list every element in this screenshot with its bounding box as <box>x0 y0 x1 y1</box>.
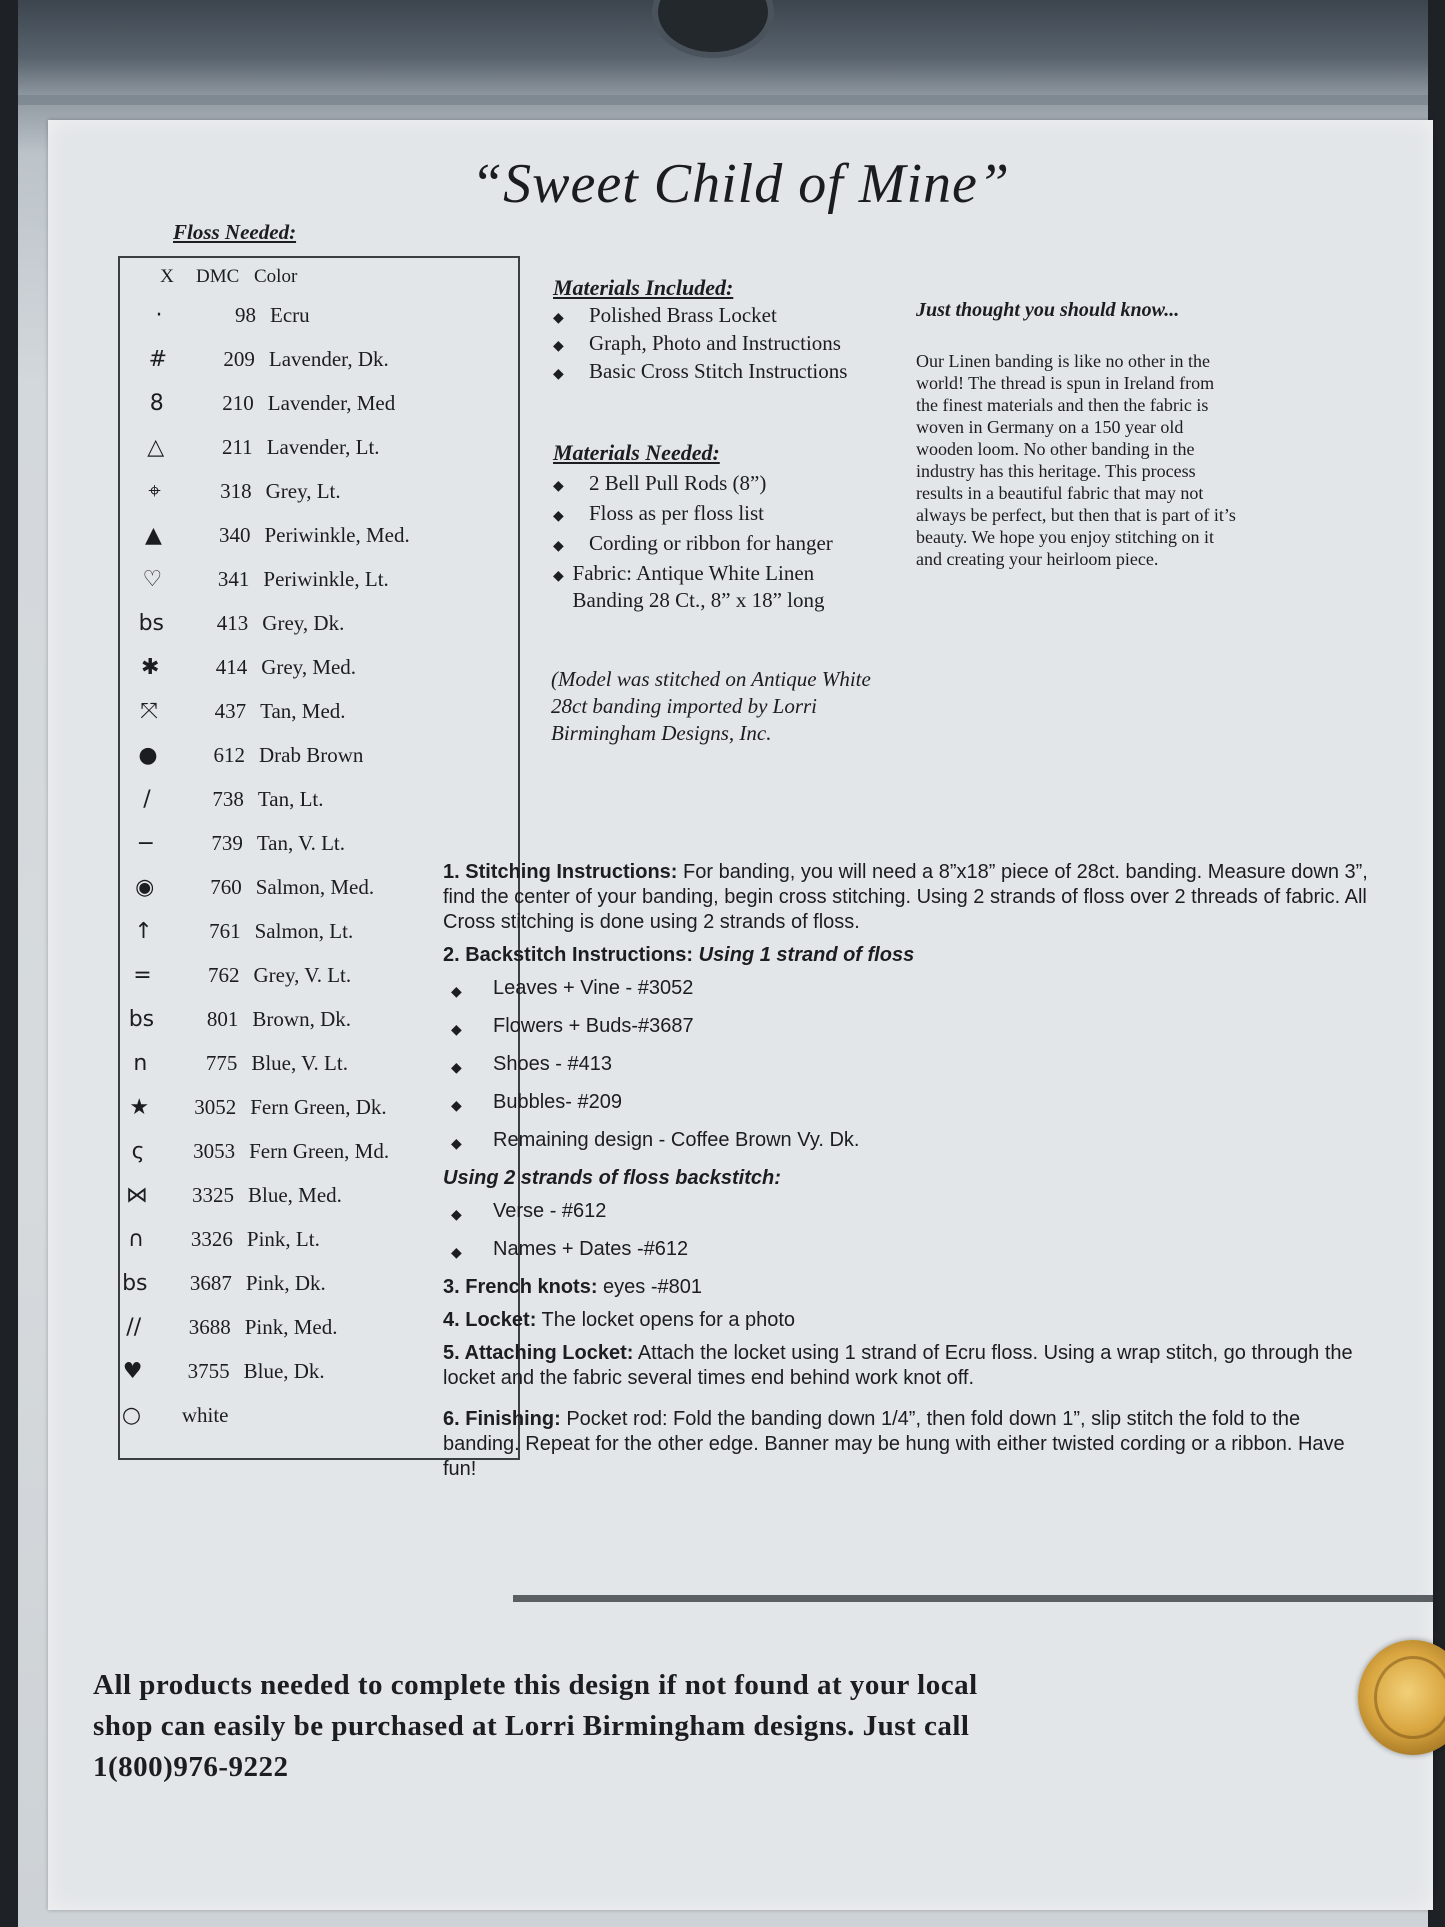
floss-dmc: 413 <box>216 610 249 635</box>
list-item: ◆ Flowers + Buds-#3687 <box>451 1015 694 1038</box>
floss-color: Periwinkle, Med. <box>264 522 410 547</box>
materials-needed-heading: Materials Needed: <box>553 440 720 465</box>
floss-symbol: # <box>148 346 168 372</box>
model-note: (Model was stitched on Antique White 28ct banding imported by Lorri Birmingham Designs, Inc. <box>551 667 871 745</box>
pattern-sheet <box>48 120 1433 1910</box>
floss-color: Tan, Lt. <box>257 786 324 811</box>
floss-color: Drab Brown <box>259 742 364 767</box>
floss-dmc: white <box>181 1402 229 1427</box>
attaching-locket: 5. Attaching Locket: Attach the locket using 1 strand of Ecru floss. Using a wrap stitch, go through the locket and the fabric several times end behind work knot off. <box>443 1342 1353 1389</box>
list-item: ◆ Shoes - #413 <box>451 1053 612 1076</box>
list-item: ◆ Basic Cross Stitch Instructions <box>553 359 848 383</box>
footer-note: All products needed to complete this design if not found at your local shop can easily be purchased at Lorri Birmingham designs. Just call 1(800)976-9222 <box>93 1669 978 1783</box>
floss-color: Grey, V. Lt. <box>253 962 352 987</box>
materials-needed-list <box>553 470 843 614</box>
floss-dmc: 3053 <box>193 1138 236 1163</box>
materials-included-heading: Materials Included: <box>553 275 734 300</box>
instructions <box>443 860 1373 1490</box>
floss-symbol: bs <box>128 1006 155 1032</box>
floss-symbol: 8 <box>149 390 164 416</box>
floss-heading: Floss Needed: <box>173 220 297 244</box>
col-dmc: DMC <box>196 266 240 287</box>
floss-symbol: ς <box>131 1138 145 1164</box>
floss-symbol: = <box>133 962 152 988</box>
floss-row <box>127 340 389 378</box>
floss-dmc: 318 <box>220 478 252 503</box>
floss-dmc: 762 <box>208 962 240 987</box>
list-item: ◆ Names + Dates -#612 <box>451 1238 689 1261</box>
floss-dmc: 3325 <box>192 1182 234 1207</box>
floss-symbol: △ <box>147 434 165 460</box>
floss-row <box>109 1044 348 1082</box>
list-item: ◆ 2 Bell Pull Rods (8”) <box>553 471 767 495</box>
finishing: 6. Finishing: Pocket rod: Fold the banding down 1/4”, then fold down 1”, slip stitch the fold to the banding. Repeat for the other edge. Banner may be hung with either twisted cording or a ribbon. Have fun! <box>443 1408 1345 1480</box>
list-item: ◆ Verse - #612 <box>451 1200 607 1223</box>
floss-color: Lavender, Lt. <box>266 434 380 459</box>
floss-row <box>115 824 345 862</box>
floss-symbol: bs <box>138 610 165 636</box>
locket-note: 4. Locket: The locket opens for a photo <box>443 1309 796 1331</box>
floss-color: Tan, V. Lt. <box>256 830 345 855</box>
floss-row <box>113 912 354 950</box>
floss-row <box>107 1132 389 1170</box>
floss-color: Pink, Dk. <box>245 1270 326 1295</box>
floss-color: Fern Green, Dk. <box>250 1094 387 1119</box>
floss-symbol: ▲ <box>145 522 162 548</box>
floss-color: Salmon, Med. <box>255 874 375 899</box>
floss-dmc: 3687 <box>189 1270 232 1295</box>
list-item: ◆ Remaining design - Coffee Brown Vy. Dk. <box>451 1129 860 1152</box>
list-item: ◆ Leaves + Vine - #3052 <box>451 977 694 1000</box>
floss-symbol: ♡ <box>142 566 163 592</box>
col-color: Color <box>254 266 298 287</box>
know-text: Our Linen banding is like no other in the world! The thread is spun in Ireland from the finest materials and then the fabric is woven in Germany on a 150 year old wooden loom. No other banding in the industry has this heritage. This process results in a beautiful fabric that may not always be perfect, but then that is part of it’s beauty. We hope you enjoy stitching on it and creating your heirloom piece. <box>916 351 1236 569</box>
floss-row <box>119 648 356 686</box>
floss-row <box>124 472 341 510</box>
floss-row <box>118 692 345 730</box>
two-strand-heading: Using 2 strands of floss backstitch: <box>443 1167 781 1189</box>
floss-dmc: 3326 <box>190 1226 233 1251</box>
floss-dmc: 761 <box>209 918 241 943</box>
floss-row <box>103 1308 338 1346</box>
floss-symbol: ⤧ <box>140 698 158 724</box>
floss-symbol: ✱ <box>140 654 160 680</box>
floss-row <box>106 1176 342 1214</box>
floss-dmc: 801 <box>206 1006 239 1031</box>
floss-symbol: − <box>136 830 156 856</box>
floss-dmc: 414 <box>215 654 248 679</box>
floss-dmc: 211 <box>221 434 253 459</box>
list-item: ◆ Cording or ribbon for hanger <box>553 531 833 555</box>
floss-row <box>121 560 388 598</box>
floss-symbol: ∩ <box>127 1226 144 1252</box>
floss-color: Pink, Med. <box>244 1314 338 1339</box>
floss-color: Grey, Med. <box>261 654 357 679</box>
floss-color: Ecru <box>270 302 310 327</box>
floss-color: Lavender, Med <box>267 390 396 415</box>
floss-symbol: ◉ <box>135 874 155 900</box>
floss-color: Salmon, Lt. <box>254 918 354 943</box>
floss-dmc: 739 <box>211 830 243 855</box>
floss-dmc: 3755 <box>187 1358 230 1383</box>
floss-row <box>110 1000 351 1038</box>
stitching-instructions: 1. Stitching Instructions: For banding, you will need a 8”x18” piece of 28ct. banding. Measure down 3”, find the center of your banding, begin cross stitching. Using 2 strands of floss over 2 threads of fabric. All Cross stitching is done using 2 strands of floss. <box>443 861 1368 933</box>
floss-dmc: 612 <box>213 742 245 767</box>
hang-hole <box>658 0 768 52</box>
floss-row <box>101 1396 243 1434</box>
floss-row <box>116 780 324 818</box>
floss-symbol: ⌖ <box>148 478 161 504</box>
floss-color: Brown, Dk. <box>252 1006 351 1031</box>
floss-row <box>120 604 344 642</box>
floss-color: Tan, Med. <box>260 698 346 723</box>
floss-symbol: ● <box>138 742 158 768</box>
floss-dmc: 3688 <box>188 1314 231 1339</box>
floss-dmc: 738 <box>212 786 244 811</box>
floss-symbol: ↑ <box>134 918 153 944</box>
floss-color: Grey, Dk. <box>262 610 345 635</box>
floss-dmc: 437 <box>214 698 247 723</box>
list-item: ◆ Polished Brass Locket <box>553 303 777 327</box>
know-heading: Just thought you should know... <box>916 299 1180 321</box>
floss-color: Blue, V. Lt. <box>251 1050 348 1075</box>
floss-color: Lavender, Dk. <box>268 346 389 371</box>
col-x: X <box>160 266 174 287</box>
floss-symbol: ○ <box>121 1402 142 1428</box>
floss-color: Pink, Lt. <box>246 1226 320 1251</box>
floss-symbol: / <box>143 786 151 812</box>
page-title: “Sweet Child of Mine” <box>471 153 1010 215</box>
floss-symbol: n <box>133 1050 148 1076</box>
french-knots: 3. French knots: eyes -#801 <box>443 1276 702 1298</box>
list-item: ◆ Floss as per floss list <box>553 501 765 525</box>
floss-symbol: ♥ <box>122 1358 143 1384</box>
materials-included-list <box>553 303 893 387</box>
floss-dmc: 209 <box>223 346 255 371</box>
floss-row <box>126 384 395 422</box>
divider <box>513 1595 1433 1602</box>
floss-color: Periwinkle, Lt. <box>263 566 389 591</box>
floss-row <box>123 516 410 554</box>
floss-dmc: 98 <box>235 302 256 327</box>
floss-row <box>125 428 380 466</box>
plastic-sleeve <box>18 0 1428 1927</box>
floss-dmc: 210 <box>222 390 254 415</box>
floss-color: Blue, Med. <box>248 1182 342 1207</box>
floss-symbol: bs <box>122 1270 148 1296</box>
floss-dmc: 775 <box>205 1050 238 1075</box>
floss-symbol: · <box>155 302 163 328</box>
floss-row <box>128 296 310 334</box>
floss-dmc: 760 <box>210 874 242 899</box>
floss-row <box>102 1352 325 1390</box>
floss-symbol: ⋈ <box>126 1182 148 1208</box>
floss-row <box>114 868 374 906</box>
floss-symbol: ★ <box>129 1094 150 1120</box>
list-item: ◆ Fabric: Antique White Linen Banding 28 Ct., 8” x 18” long <box>553 561 825 612</box>
floss-symbol: // <box>126 1314 142 1340</box>
floss-dmc: 341 <box>217 566 250 591</box>
floss-dmc: 340 <box>219 522 251 547</box>
floss-row <box>117 736 363 774</box>
floss-color: Blue, Dk. <box>243 1358 325 1383</box>
list-item: ◆ Graph, Photo and Instructions <box>553 331 841 355</box>
list-item: ◆ Bubbles- #209 <box>451 1091 622 1114</box>
floss-row <box>112 956 352 994</box>
floss-row <box>104 1264 326 1302</box>
floss-dmc: 3052 <box>194 1094 237 1119</box>
floss-table-header <box>138 266 334 288</box>
floss-row <box>105 1220 320 1258</box>
sleeve-seam <box>18 95 1428 105</box>
floss-color: Grey, Lt. <box>265 478 341 503</box>
floss-color: Fern Green, Md. <box>249 1138 390 1163</box>
backstitch-instructions: 2. Backstitch Instructions: Using 1 strand of floss <box>443 944 915 966</box>
floss-row <box>108 1088 386 1126</box>
